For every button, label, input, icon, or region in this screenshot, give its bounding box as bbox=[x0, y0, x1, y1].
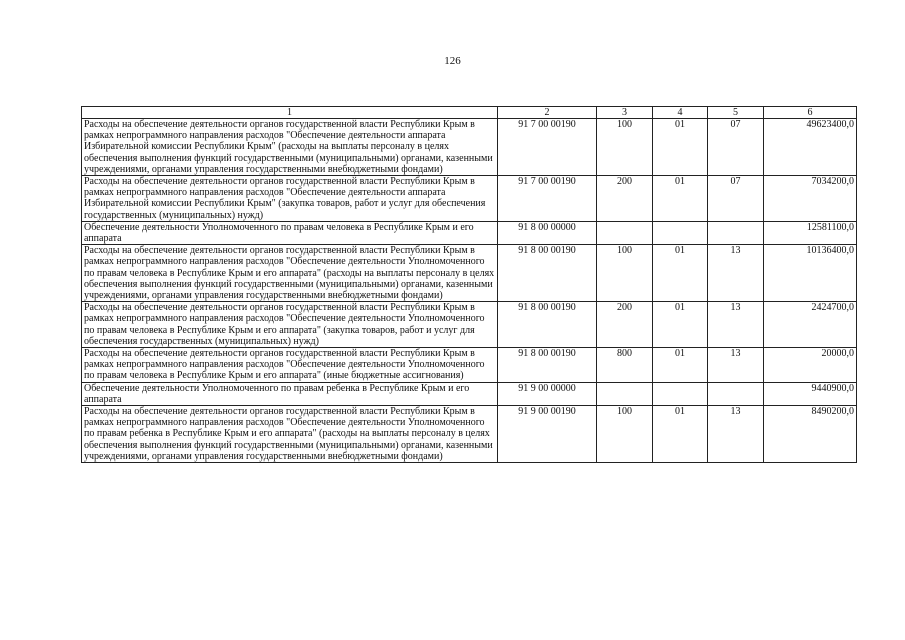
budget-table bbox=[81, 106, 857, 463]
row-col-5: 07 bbox=[708, 119, 764, 176]
table-row bbox=[82, 382, 857, 405]
table-row bbox=[82, 348, 857, 383]
row-col-3: 200 bbox=[597, 176, 653, 222]
row-col-4: 01 bbox=[653, 245, 708, 302]
row-amount: 20000,0 bbox=[764, 348, 857, 383]
row-amount: 2424700,0 bbox=[764, 302, 857, 348]
row-description: Обеспечение деятельности Уполномоченного по правам ребенка в Республике Крым и его аппарата bbox=[82, 382, 498, 405]
row-col-5 bbox=[708, 221, 764, 244]
header-col-2: 2 bbox=[498, 107, 597, 119]
row-code: 91 8 00 00190 bbox=[498, 245, 597, 302]
header-col-6: 6 bbox=[764, 107, 857, 119]
row-description: Расходы на обеспечение деятельности органов государственной власти Республики Крым в рамках непрограммного направления расходов "Обеспечение деятельности аппарата Избирательной комиссии Республики Крым" (расходы на выплаты персоналу в целях обеспечения выполнения функций государственными (муниципальными) органами, казенными учреждениями, органами управления государственными внебюджетными фондами) bbox=[82, 119, 498, 176]
table-row bbox=[82, 302, 857, 348]
row-description: Расходы на обеспечение деятельности органов государственной власти Республики Крым в рамках непрограммного направления расходов "Обеспечение деятельности Уполномоченного по правам ребенка в Республике Крым и его аппарата" (расходы на выплаты персоналу в целях обеспечения выполнения функций государственными (муниципальными) органами, казенными учреждениями, органами управления государственными внебюджетными фондами) bbox=[82, 406, 498, 463]
row-col-4: 01 bbox=[653, 406, 708, 463]
row-code: 91 9 00 00190 bbox=[498, 406, 597, 463]
row-col-4: 01 bbox=[653, 119, 708, 176]
header-col-4: 4 bbox=[653, 107, 708, 119]
row-col-3: 800 bbox=[597, 348, 653, 383]
row-col-5: 13 bbox=[708, 406, 764, 463]
row-description: Расходы на обеспечение деятельности органов государственной власти Республики Крым в рамках непрограммного направления расходов "Обеспечение деятельности аппарата Избирательной комиссии Республики Крым" (закупка товаров, работ и услуг для обеспечения государственных (муниципальных) нужд) bbox=[82, 176, 498, 222]
row-code: 91 8 00 00190 bbox=[498, 348, 597, 383]
row-amount: 10136400,0 bbox=[764, 245, 857, 302]
header-col-1: 1 bbox=[82, 107, 498, 119]
row-code: 91 8 00 00000 bbox=[498, 221, 597, 244]
row-col-4: 01 bbox=[653, 348, 708, 383]
page-number: 126 bbox=[444, 55, 461, 67]
table-row bbox=[82, 176, 857, 222]
row-description: Расходы на обеспечение деятельности органов государственной власти Республики Крым в рамках непрограммного направления расходов "Обеспечение деятельности Уполномоченного по правам человека в Республике Крым и его аппарата" (закупка товаров, работ и услуг для обеспечения государственных (муниципальных) нужд) bbox=[82, 302, 498, 348]
row-col-5: 13 bbox=[708, 348, 764, 383]
row-code: 91 7 00 00190 bbox=[498, 119, 597, 176]
row-col-3: 100 bbox=[597, 119, 653, 176]
table-row bbox=[82, 245, 857, 302]
header-row bbox=[82, 107, 857, 119]
row-col-5: 13 bbox=[708, 302, 764, 348]
row-amount: 12581100,0 bbox=[764, 221, 857, 244]
row-amount: 7034200,0 bbox=[764, 176, 857, 222]
row-description: Расходы на обеспечение деятельности органов государственной власти Республики Крым в рамках непрограммного направления расходов "Обеспечение деятельности Уполномоченного по правам человека в Республике Крым и его аппарата" (расходы на выплаты персоналу в целях обеспечения выполнения функций государственными (муниципальными) органами, казенными учреждениями, органами управления государственными внебюджетными фондами) bbox=[82, 245, 498, 302]
row-col-4 bbox=[653, 382, 708, 405]
row-col-3 bbox=[597, 382, 653, 405]
row-code: 91 7 00 00190 bbox=[498, 176, 597, 222]
row-col-4: 01 bbox=[653, 176, 708, 222]
row-col-3: 100 bbox=[597, 406, 653, 463]
header-col-5: 5 bbox=[708, 107, 764, 119]
row-amount: 9440900,0 bbox=[764, 382, 857, 405]
table-row bbox=[82, 406, 857, 463]
row-col-4: 01 bbox=[653, 302, 708, 348]
row-code: 91 8 00 00190 bbox=[498, 302, 597, 348]
row-description: Расходы на обеспечение деятельности органов государственной власти Республики Крым в рамках непрограммного направления расходов "Обеспечение деятельности Уполномоченного по правам человека в Республике Крым и его аппарата" (иные бюджетные ассигнования) bbox=[82, 348, 498, 383]
table-row bbox=[82, 221, 857, 244]
row-amount: 8490200,0 bbox=[764, 406, 857, 463]
row-col-3: 100 bbox=[597, 245, 653, 302]
row-col-3 bbox=[597, 221, 653, 244]
header-col-3: 3 bbox=[597, 107, 653, 119]
row-col-5: 13 bbox=[708, 245, 764, 302]
row-col-4 bbox=[653, 221, 708, 244]
row-col-5: 07 bbox=[708, 176, 764, 222]
row-col-5 bbox=[708, 382, 764, 405]
row-description: Обеспечение деятельности Уполномоченного по правам человека в Республике Крым и его аппарата bbox=[82, 221, 498, 244]
row-amount: 49623400,0 bbox=[764, 119, 857, 176]
row-col-3: 200 bbox=[597, 302, 653, 348]
row-code: 91 9 00 00000 bbox=[498, 382, 597, 405]
table-row bbox=[82, 119, 857, 176]
